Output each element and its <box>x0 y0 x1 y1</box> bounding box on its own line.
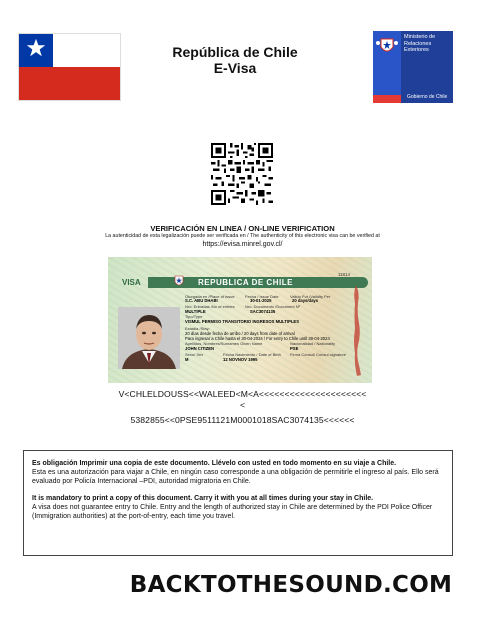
type-value: VISMUL PERMISO TRANSITORIO INGRESOS MULTIPLES <box>185 319 300 324</box>
nationality-label: Nacionalidad / Nationality <box>290 341 336 346</box>
coat-of-arms-icon <box>375 35 399 57</box>
names-label: Apellidos, Nombres/Surnames Given Name <box>185 341 263 346</box>
entries-value: MULTIPLE <box>185 309 206 314</box>
stay-label: Estadia /Stay: <box>185 326 210 331</box>
document-title <box>150 44 320 76</box>
sex-label: Sexo/ Sex <box>185 352 204 357</box>
notice-es-bold: Es obligación Imprimir una copia de este documento. Llévelo con usted en todo momento en su viaje a Chile. <box>32 460 397 467</box>
ministry-footer: Gobierno de Chile <box>407 94 448 100</box>
ministry-name: Ministerio de Relaciones Exteriores <box>404 34 436 53</box>
visa-sticker <box>108 257 372 383</box>
dob-value: 12 NOVNOV 1995 <box>223 357 258 362</box>
entry-until-value: Para ingresar a Chile hasta el 30-04-2024 / For entry to Chile until 30-04-2024 <box>185 336 330 341</box>
sex-value: M <box>185 357 189 362</box>
title-country: República de Chile <box>172 44 298 60</box>
dob-label: Fecha Nacimiento / Date of Birth <box>223 352 281 357</box>
notice-en-text: A visa does not guarantee entry to Chile. Entry and the length of authorized stay in Chile are determined by the PDI Police Officer (Immigration authorities) at the port-of-entry, each time you travel. <box>32 504 433 520</box>
doc-number-value: SAC3074135 <box>250 309 276 314</box>
nationality-value: PSE <box>290 346 299 351</box>
names-value: JOHN CITIZEN <box>185 346 215 351</box>
ministry-logo <box>373 31 453 103</box>
issue-place-label: Otorgada en /Place of Issue <box>185 294 235 299</box>
verification-subtitle: La autenticidad de esta legalización puede ser verificada en / The authenticity of this electronic visa can be verified at <box>105 233 380 239</box>
holder-photo <box>118 307 180 369</box>
mrz-line-1b: < <box>239 400 246 410</box>
qr-code <box>211 143 273 205</box>
validity-value: 20 days/days <box>292 298 319 303</box>
visa-band-label: REPUBLICA DE CHILE <box>198 278 293 287</box>
signature-label: Firma Cónsul/ Consul signature <box>290 352 347 357</box>
issue-date-label: Fecha / Issue Date <box>245 294 279 299</box>
notice-en-bold: It is mandatory to print a copy of this document. Carry it with you at all times during your stay in Chile. <box>32 495 374 502</box>
verification-url[interactable]: https://evisa.minrel.gov.cl/ <box>202 241 283 248</box>
visa-number: 11814 <box>337 272 350 277</box>
visa-label: VISA <box>122 278 141 287</box>
issue-place-value: S.C. ABU DHABI <box>185 298 218 303</box>
validity-label: Valido Por /Validity Per <box>290 294 331 299</box>
verification-title: VERIFICACIÓN EN LINEA / ON-LINE VERIFICATION <box>150 224 335 233</box>
doc-number-label: Nro. Documento /Document Nº <box>245 304 301 309</box>
stay-value: 20 días desde fecha de arribo / 20 days from date of arrival <box>185 331 295 336</box>
notice-box <box>23 450 453 556</box>
chile-map-icon <box>348 283 368 378</box>
watermark-text: BACKTOTHESOUND.COM <box>129 572 453 598</box>
portrait-image <box>118 307 180 369</box>
title-evisa: E-Visa <box>213 60 257 76</box>
entries-label: Nro. Entradas /No of entries <box>185 304 235 309</box>
crest-icon <box>171 273 187 289</box>
chile-flag <box>18 33 121 101</box>
notice-es-text: Esta es una autorización para viajar a Chile, en ningún caso corresponde a una obligación de permitirle el ingreso al país. Ello será evaluado por Policía Internacional –PDI, autoridad migratoria en Chile. <box>32 469 439 485</box>
star-icon <box>25 37 47 59</box>
mrz-line-2: 5382855<<0PSE9511121M0001018SAC3074135<<<<<< <box>130 415 355 425</box>
type-label: Tipo/Type <box>185 314 203 319</box>
issue-date-value: 30-01-2025 <box>250 298 272 303</box>
mrz-line-1: V<CHLELDOUSS<<WALEED<M<A<<<<<<<<<<<<<<<<<<<<< <box>118 389 367 399</box>
